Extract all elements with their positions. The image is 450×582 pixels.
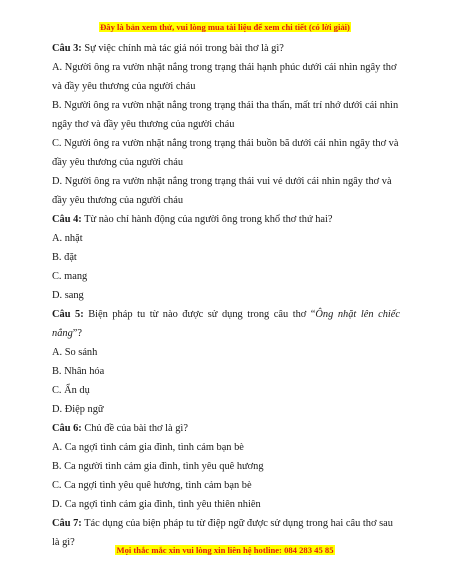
q3-option-a: A. Người ông ra vườn nhặt nắng trong trạng thái hạnh phúc dưới cái nhìn ngây thơ xyxy=(52,62,397,73)
question-list xyxy=(52,39,400,552)
q3-option-d-cont: đầy yêu thương của người cháu xyxy=(52,195,184,206)
q3-option-a-cont: và đầy yêu thương của người cháu xyxy=(52,81,196,92)
q6-option-b: B. Ca người tình cảm gia đình, tình yêu quê hương xyxy=(52,461,264,472)
q6-option-c: C. Ca ngợi tình yêu quê hương, tình cảm bạn bè xyxy=(52,480,252,491)
q4-option-b: B. đặt xyxy=(52,252,77,263)
q3-option-d: D. Người ông ra vườn nhặt nắng trong trạng thái vui vẻ dưới cái nhìn ngây thơ và xyxy=(52,176,392,187)
q3-option-c: C. Người ông ra vườn nhặt nắng trong trạng thái buồn bã dưới cái nhìn ngây thơ và xyxy=(52,138,399,149)
q6-option-d: D. Ca ngợi tình cảm gia đình, tình yêu thiên nhiên xyxy=(52,499,261,510)
q3-option-b: B. Người ông ra vườn nhặt nắng trong trạng thái tha thẩn, mất trí nhớ dưới cái nhìn xyxy=(52,100,399,111)
q3-option-c-cont: đầy yêu thương của người cháu xyxy=(52,157,184,168)
q4-option-d: D. sang xyxy=(52,290,84,301)
question-6: Câu 6: Chủ đề của bài thơ là gì? xyxy=(52,423,188,434)
q5-option-c: C. Ẩn dụ xyxy=(52,385,90,396)
question-7-cont: là gì? xyxy=(52,537,75,548)
question-3: Câu 3: Sự việc chính mà tác giả nói trong bài thơ là gì? xyxy=(52,43,284,54)
q5-option-b: B. Nhân hóa xyxy=(52,366,105,377)
question-5: Câu 5: Biện pháp tu từ nào được sử dụng trong câu thơ “Ông nhặt lên chiếc nắng”? xyxy=(52,309,400,339)
question-7: Câu 7: Tác dụng của biện pháp tu từ điệp ngữ được sử dụng trong hai câu thơ sau xyxy=(52,518,393,529)
q5-option-a: A. So sánh xyxy=(52,347,98,358)
q5-option-d: D. Điệp ngữ xyxy=(52,404,104,415)
q4-option-a: A. nhặt xyxy=(52,233,83,244)
question-4: Câu 4: Từ nào chỉ hành động của người ông trong khổ thơ thứ hai? xyxy=(52,214,333,225)
preview-notice: Đây là bản xem thử, vui lòng mua tài liệu để xem chi tiết (có lời giải) xyxy=(100,22,350,32)
q3-option-b-cont: ngây thơ và đầy yêu thương của người cháu xyxy=(52,119,235,130)
hotline-notice: Mọi thắc mắc xin vui lòng xin liên hệ hotline: 084 283 45 85 xyxy=(116,545,334,555)
q6-option-a: A. Ca ngợi tình cảm gia đình, tình cảm bạn bè xyxy=(52,442,244,453)
q4-option-c: C. mang xyxy=(52,271,88,282)
